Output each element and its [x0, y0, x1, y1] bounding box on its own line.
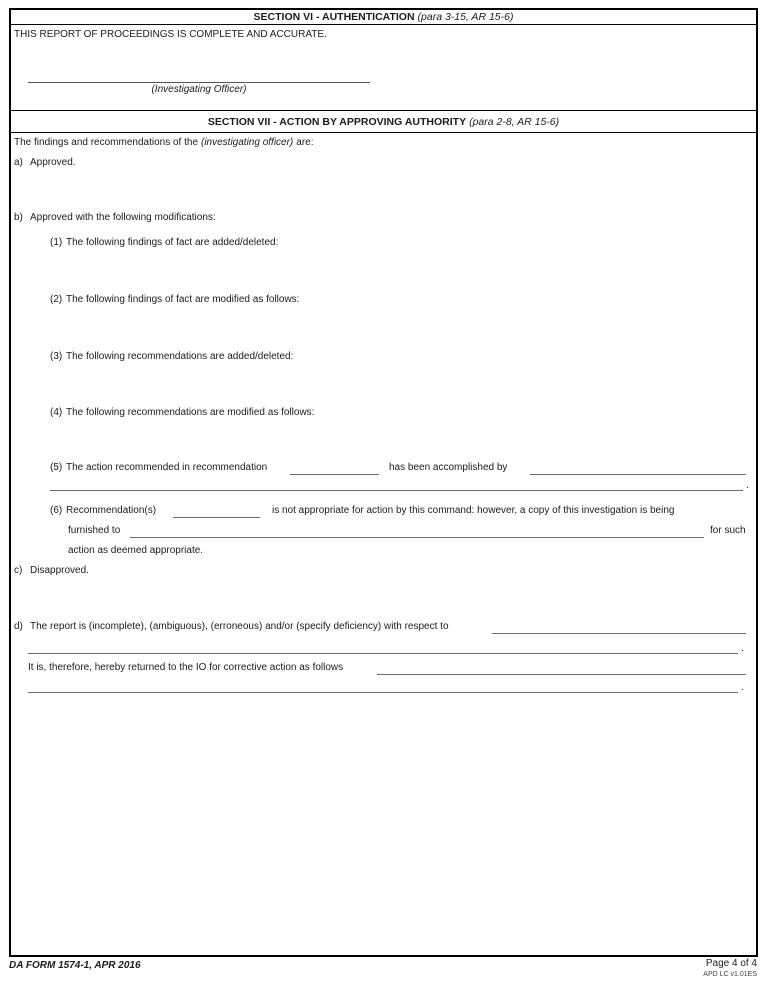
form-body [9, 8, 758, 957]
form-number: DA FORM 1574-1, APR 2016 [9, 960, 141, 971]
accomplished-by-field[interactable] [530, 461, 746, 475]
item-b-text: Approved with the following modifications: [30, 212, 216, 223]
item-d2-period: . [741, 682, 744, 693]
investigating-officer-signature-field[interactable] [28, 69, 370, 83]
section7-header-ref: (para 2-8, AR 15-6) [469, 116, 560, 128]
subitem-1-text: The following findings of fact are added/deleted: [66, 237, 279, 248]
recommendation-number-field[interactable] [290, 461, 379, 475]
investigating-officer-caption: (Investigating Officer) [151, 84, 247, 95]
item-d2-text: It is, therefore, hereby returned to the IO for corrective action as follows [28, 662, 344, 673]
subitem-3-label: (3) [50, 351, 63, 362]
subitem-6-label: (6) [50, 505, 63, 516]
subitem-4-text: The following recommendations are modified as follows: [66, 407, 315, 418]
intro-italic: (investigating officer) [201, 137, 294, 148]
subitem-5-text2: has been accomplished by [389, 462, 508, 473]
section6-header-ref: (para 3-15, AR 15-6) [417, 11, 514, 23]
subitem-1-label: (1) [50, 237, 63, 248]
item-d-text: The report is (incomplete), (ambiguous), (erroneous) and/or (specify deficiency) with respect to [30, 621, 449, 632]
subitem-5-label: (5) [50, 462, 63, 473]
subitem-3-text: The following recommendations are added/deleted: [66, 351, 294, 362]
item-c-text: Disapproved. [30, 565, 89, 576]
item-d-period: . [741, 643, 744, 654]
section7-header-title: SECTION VII - ACTION BY APPROVING AUTHORITY [207, 116, 467, 128]
section6-header [11, 10, 756, 25]
subitem-2-text: The following findings of fact are modified as follows: [66, 294, 300, 305]
section6-header-title: SECTION VI - AUTHENTICATION [253, 11, 415, 23]
corrective-action-continuation-field[interactable] [28, 679, 738, 693]
deficiency-continuation-field[interactable] [28, 640, 738, 654]
intro-pre: The findings and recommendations of the [14, 137, 198, 148]
item-b-label: b) [14, 212, 23, 223]
subitem-6-text1: Recommendation(s) [66, 505, 157, 516]
subitem-6-text5: action as deemed appropriate. [68, 545, 204, 556]
subitem-6-text4: for such [710, 525, 746, 536]
subitem-5-period: . [746, 480, 749, 491]
subitem-6-text2: is not appropriate for action by this command: however, a copy of this investigation is being [272, 505, 675, 516]
furnished-to-field[interactable] [130, 524, 704, 538]
apd-version: APD LC v1.01ES [703, 971, 757, 978]
subitem-5-text1: The action recommended in recommendation [66, 462, 268, 473]
item-c-label: c) [14, 565, 23, 576]
authentication-statement: THIS REPORT OF PROCEEDINGS IS COMPLETE AND ACCURATE. [14, 29, 327, 40]
item-d-label: d) [14, 621, 23, 632]
item-a-label: a) [14, 157, 23, 168]
deficiency-field[interactable] [492, 620, 746, 634]
corrective-action-field[interactable] [377, 661, 746, 675]
subitem-4-label: (4) [50, 407, 63, 418]
intro-post: are: [296, 137, 314, 148]
section7-intro [14, 137, 314, 148]
item-a-text: Approved. [30, 157, 76, 168]
accomplished-by-continuation-field[interactable] [50, 477, 743, 491]
page-indicator: Page 4 of 4 [705, 958, 757, 969]
section7-header [11, 110, 756, 133]
recommendation-s-field[interactable] [173, 504, 260, 518]
subitem-6-text3: furnished to [68, 525, 121, 536]
subitem-2-label: (2) [50, 294, 63, 305]
